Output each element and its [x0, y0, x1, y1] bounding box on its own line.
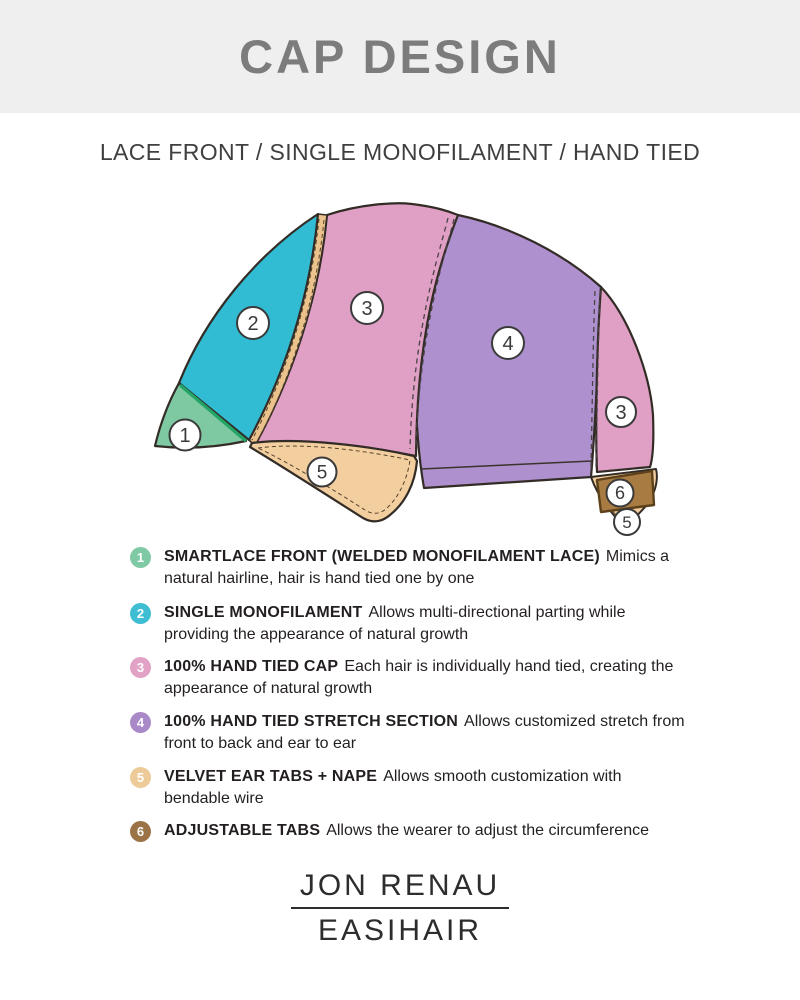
legend-desc: Allows multi-directional parting while providing the appearance of natural growth: [164, 604, 626, 643]
marker-3-back: [606, 397, 636, 427]
legend-text: [164, 820, 691, 842]
legend-desc: Allows the wearer to adjust the circumference: [326, 822, 649, 839]
legend-desc: Allows smooth customization with bendable wire: [164, 768, 622, 807]
legend-text: [164, 711, 691, 755]
marker-6-label: 6: [614, 483, 626, 503]
marker-3-front-label: 3: [361, 298, 373, 320]
legend-title: ADJUSTABLE TABS: [164, 822, 321, 839]
marker-4: [492, 327, 524, 359]
legend-title: VELVET EAR TABS + NAPE: [164, 768, 378, 785]
legend-desc: Mimics a natural hairline, hair is hand tied one by one: [164, 548, 670, 587]
brand-name: JON RENAU: [299, 869, 501, 902]
marker-1: [170, 420, 201, 451]
page-title: CAP DESIGN: [239, 30, 561, 83]
legend-title: 100% HAND TIED CAP: [164, 658, 339, 675]
legend-item-adjustable-tabs: [130, 820, 691, 842]
wig-cap-diagram: [140, 195, 700, 545]
marker-2-label: 2: [247, 313, 259, 335]
legend-badge-5: 5: [130, 767, 151, 788]
legend-item-velvet-ear-tabs: [130, 766, 691, 810]
marker-1-label: 1: [179, 425, 191, 447]
marker-5-back: [614, 509, 640, 535]
marker-3-front: [351, 292, 383, 324]
legend-item-hand-tied-cap: [130, 656, 691, 700]
region-3-hand-tied-back: [596, 287, 653, 472]
legend-badge-3: 3: [130, 657, 151, 678]
brand-divider: [291, 907, 509, 909]
brand-logo: [0, 869, 800, 948]
marker-6: [607, 480, 634, 507]
legend-text: [164, 546, 691, 590]
legend-badge-1: 1: [130, 547, 151, 568]
legend-text: [164, 602, 691, 646]
legend-desc: Each hair is individually hand tied, creating the appearance of natural growth: [164, 658, 674, 697]
marker-4-label: 4: [502, 333, 514, 355]
legend-badge-6: 6: [130, 821, 151, 842]
legend-item-stretch-section: [130, 711, 691, 755]
legend-text: [164, 766, 691, 810]
legend-text: [164, 656, 691, 700]
header-band: [0, 0, 800, 113]
marker-3-back-label: 3: [615, 402, 627, 424]
marker-5-front: [308, 458, 337, 487]
legend-title: 100% HAND TIED STRETCH SECTION: [164, 713, 459, 730]
cap-type-subtitle: LACE FRONT / SINGLE MONOFILAMENT / HAND TIED: [99, 139, 701, 165]
marker-5-back-label: 5: [622, 513, 632, 532]
legend-title: SMARTLACE FRONT (WELDED MONOFILAMENT LACE): [164, 548, 600, 565]
legend-item-smartlace-front: [130, 546, 691, 590]
marker-2: [237, 307, 269, 339]
legend-item-single-monofilament: [130, 602, 691, 646]
legend-badge-4: 4: [130, 712, 151, 733]
legend-badge-2: 2: [130, 603, 151, 624]
marker-5-front-label: 5: [316, 462, 328, 484]
legend-title: SINGLE MONOFILAMENT: [164, 604, 363, 621]
legend-desc: Allows customized stretch from front to back and ear to ear: [164, 713, 685, 752]
sub-brand-name: EASIHAIR: [317, 914, 483, 947]
